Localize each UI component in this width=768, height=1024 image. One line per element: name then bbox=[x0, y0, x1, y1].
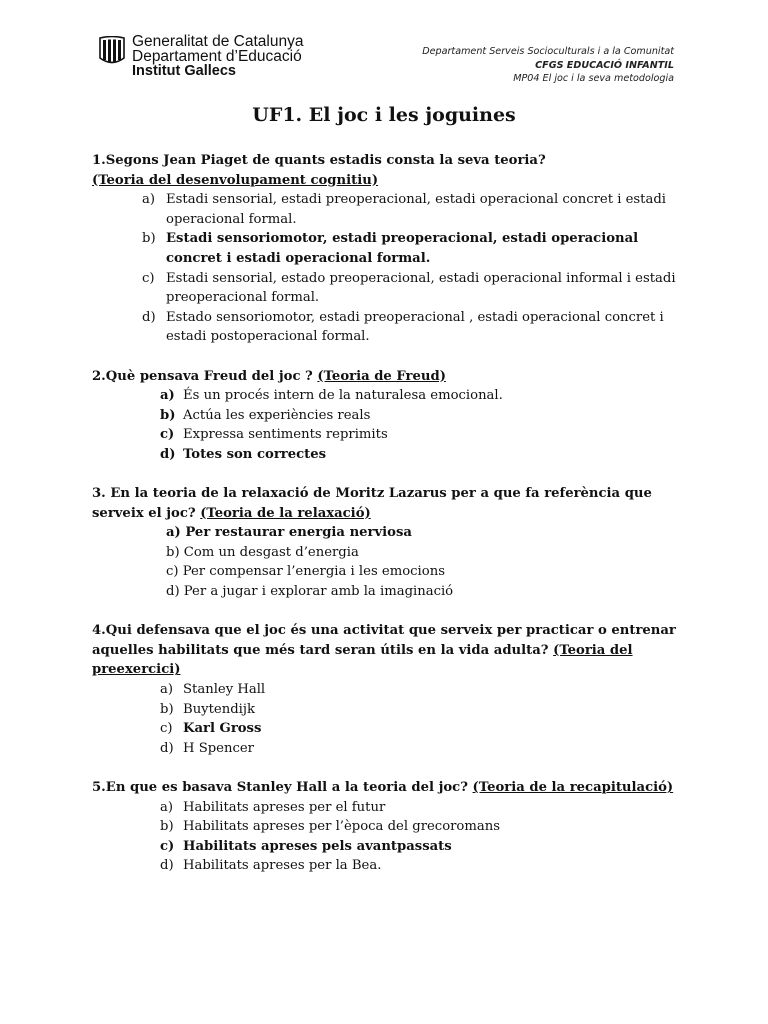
theory-label: (Teoria de la relaxació) bbox=[200, 505, 371, 521]
option-d: d) Estado sensoriomotor, estadi preoperacional , estadi operacional concret i estadi postoperacional formal. bbox=[142, 309, 664, 345]
page-title: UF1. El joc i les joguines bbox=[252, 104, 516, 126]
question-4 bbox=[92, 621, 682, 758]
question-text: 2.Què pensava Freud del joc ? (Teoria de Freud) bbox=[92, 368, 446, 384]
option-d: d) Per a jugar i explorar amb la imaginació bbox=[166, 584, 454, 600]
module-name: MP04 El joc i la seva metodologia bbox=[513, 73, 674, 84]
theory-label: (Teoria del preexercici) bbox=[92, 642, 633, 678]
option-a: a) Per restaurar energia nerviosa bbox=[166, 525, 412, 541]
option-c: c) Habilitats apreses pels avantpassats bbox=[160, 838, 452, 854]
option-b: b) Estadi sensoriomotor, estadi preoperacional, estadi operacional concret i estadi operacional formal. bbox=[142, 231, 639, 266]
quiz-body bbox=[92, 151, 682, 896]
option-a: a) Habilitats apreses per el futur bbox=[160, 799, 386, 815]
option-d: d) H Spencer bbox=[160, 740, 254, 756]
organization-name bbox=[132, 34, 303, 79]
org-line-1: Generalitat de Catalunya bbox=[132, 33, 304, 50]
option-b: b) Buytendijk bbox=[160, 701, 255, 717]
question-text: 1.Segons Jean Piaget de quants estadis consta la seva teoria? (Teoria del desenvolupament cognitiu) bbox=[92, 153, 546, 188]
question-text: 4.Qui defensava que el joc és una activitat que serveix per practicar o entrenar aquelles habilitats que més tard seran útils en la vida adulta? (Teoria del preexercici) bbox=[92, 623, 676, 678]
option-c: c) Estadi sensorial, estado preoperacional, estadi operacional informal i estadi preoperacional formal. bbox=[142, 270, 676, 306]
generalitat-stripes-icon bbox=[97, 36, 127, 66]
option-c: c) Expressa sentiments reprimits bbox=[160, 427, 388, 443]
question-1 bbox=[92, 151, 682, 347]
department-info bbox=[422, 45, 674, 86]
question-3 bbox=[92, 484, 682, 602]
option-b: b) Habilitats apreses per l’època del grecoromans bbox=[160, 819, 501, 835]
option-c: c) Per compensar l’energia i les emocions bbox=[166, 564, 445, 580]
option-a: a) Stanley Hall bbox=[160, 682, 266, 698]
org-line-2: Departament d’Educació bbox=[132, 48, 302, 65]
question-text: 5.En que es basava Stanley Hall a la teoria del joc? (Teoria de la recapitulació) bbox=[92, 780, 674, 795]
theory-label: (Teoria de la recapitulació) bbox=[472, 780, 674, 795]
question-5 bbox=[92, 778, 682, 876]
theory-label: (Teoria de Freud) bbox=[317, 368, 446, 384]
department-name: Departament Serveis Socioculturals i a la Comunitat bbox=[422, 46, 674, 57]
course-name: CFGS EDUCACIÓ INFANTIL bbox=[535, 59, 674, 71]
option-d: d) Habilitats apreses per la Bea. bbox=[160, 858, 382, 874]
option-d: d) Totes son correctes bbox=[160, 446, 327, 462]
option-c: c) Karl Gross bbox=[160, 721, 262, 737]
option-a: a) És un procés intern de la naturalesa emocional. bbox=[160, 388, 503, 404]
option-b: b) Actúa les experiències reals bbox=[160, 407, 371, 423]
question-text: 3. En la teoria de la relaxació de Moritz Lazarus per a que fa referència que serveix el joc? (Teoria de la relaxació) bbox=[92, 486, 652, 521]
option-b: b) Com un desgast d’energia bbox=[166, 544, 359, 560]
institute-name: Institut Gallecs bbox=[132, 63, 236, 79]
theory-label: (Teoria del desenvolupament cognitiu) bbox=[92, 172, 379, 188]
option-a: a) Estadi sensorial, estadi preoperacional, estadi operacional concret i estadi operacional formal. bbox=[142, 192, 667, 227]
question-2 bbox=[92, 367, 682, 465]
